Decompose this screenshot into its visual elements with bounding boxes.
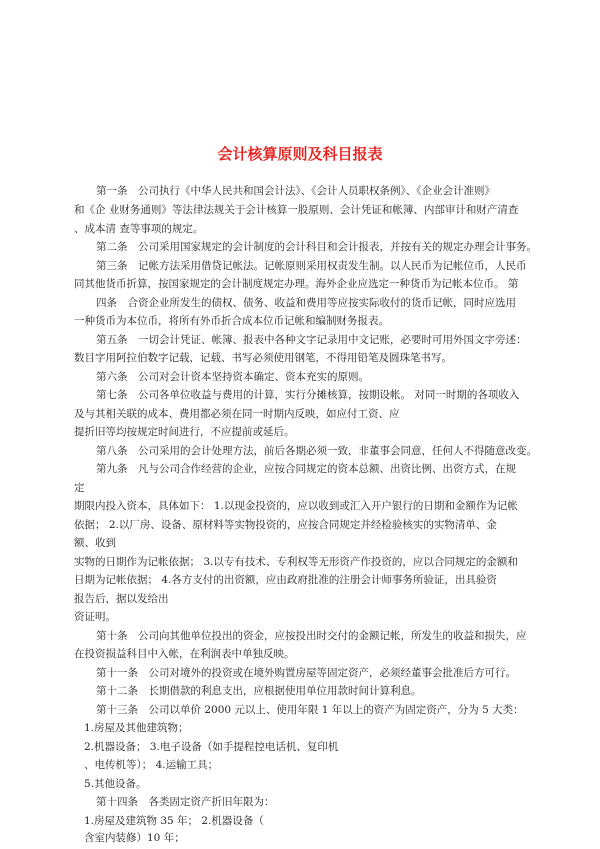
text-line: 、成本清 查等事项的规定。: [74, 223, 204, 235]
text-line: 在投资损益科目中入帐，在利润表中单独反映。: [74, 648, 295, 660]
text-line: 第七条 公司各单位收益与费用的计算，实行分摊核算，按期设帐。 对同一时期的各项收入: [96, 389, 520, 401]
text-line: 第十条 公司向其他单位投出的资金，应按投出时交付的金额记帐，所发生的收益和损失，应: [96, 630, 527, 642]
text-line: 第六条 公司对会计资本坚持资本确定、资本充实的原则。: [96, 371, 369, 383]
text-line: 第十四条 各类固定资产折旧年限为：: [96, 796, 275, 808]
text-line: 实物的日期作为记帐依据； 3.以专有技术、专利权等无形资产作投资的，应以合同规定的金额和: [74, 556, 518, 568]
text-line: 第十二条 长期借款的利息支出，应根据使用单位用款时间计算利息。: [96, 685, 422, 697]
text-line: 四条 合资企业所发生的债权、债务、收益和费用等应按实际收付的货币记帐，同时应选用: [96, 297, 516, 309]
text-line: 一种货币为本位币，将所有外币折合成本位币记帐和编制财务报表。: [74, 315, 389, 327]
text-line: 提折旧等均按规定时间进行，不应提前或延后。: [74, 426, 295, 438]
text-line: 依据； 2.以厂房、设备、原材料等实物投资的，应按合同规定并经检验核实的实物清单、金: [74, 519, 497, 531]
text-line: 资证明。: [74, 611, 116, 623]
text-line: 1.房屋及建筑物 35 年； 2.机器设备（: [84, 815, 264, 827]
text-line: 期限内投入资本，具体如下： 1.以现金投资的，应以收到或汇入开户银行的日期和金额作为记帐: [74, 500, 518, 512]
text-line: 含室内装修）10 年；: [84, 832, 185, 844]
text-line: 第一条 公司执行《中华人民共和国会计法》、《会计人员职权条例》、《企业会计准则》: [96, 185, 495, 197]
text-line: 第十三条 公司以单价 2000 元以上、使用年限 1 年以上的资产为固定资产，分为 5 大类：: [96, 704, 524, 716]
text-line: 定: [74, 482, 85, 494]
text-line: 及与其相关联的成本、费用都必须在同一时期内反映，如应付工资、应: [74, 408, 400, 420]
text-line: 额、收到: [74, 537, 116, 549]
text-line: 第八条 公司采用的会计处理方法，前后各期必须一致，非董事会同意，任何人不得随意改变。: [96, 445, 537, 457]
document-title: 会计核算原则及科目报表: [217, 145, 383, 163]
text-line: 第三条 记帐方法采用借贷记帐法。记帐原则采用权责发生制。以人民币为记帐位币，人民币: [96, 260, 527, 272]
text-line: 2.机器设备； 3.电子设备（如手提程控电话机、复印机: [84, 741, 339, 753]
text-line: 同其他货币折算，按国家规定的会计制度规定办理。海外企业应选定一种货币为记帐本位币。 第: [74, 278, 519, 290]
text-line: 第十一条 公司对境外的投资或在境外购置房屋等固定资产，必须经董事会批准后方可行。: [96, 667, 516, 679]
text-line: 、电传机等）； 4.运输工具；: [84, 759, 219, 771]
text-line: 和《企 业财务通则》等法律法规关于会计核算一股原则、会计凭证和帐簿、内部审计和财产清查: [74, 204, 519, 216]
text-line: 第九条 凡与公司合作经营的企业，应按合同规定的资本总额、出资比例、出资方式，在规: [96, 463, 516, 475]
text-line: 数目字用阿拉伯数字记载，记载、书写必须使用钢笔，不得用铅笔及圆珠笔书写。: [74, 352, 452, 364]
text-line: 5.其他设备。: [84, 778, 147, 790]
text-line: 第五条 一切会计凭证、帐簿、报表中各种文字记录用中文记账，必要时可用外国文字旁述：: [96, 334, 527, 346]
text-line: 1.房屋及其他建筑物；: [84, 722, 189, 734]
text-line: 报告后，据以发给出: [74, 593, 169, 605]
text-line: 第二条 公司采用国家规定的会计制度的会计科目和会计报表，并按有关的规定办理会计事务。: [96, 241, 537, 253]
text-line: 日期为记帐依据； 4.各方支付的出资额，应由政府批准的注册会计师事务所验证，出具验资: [74, 574, 497, 586]
